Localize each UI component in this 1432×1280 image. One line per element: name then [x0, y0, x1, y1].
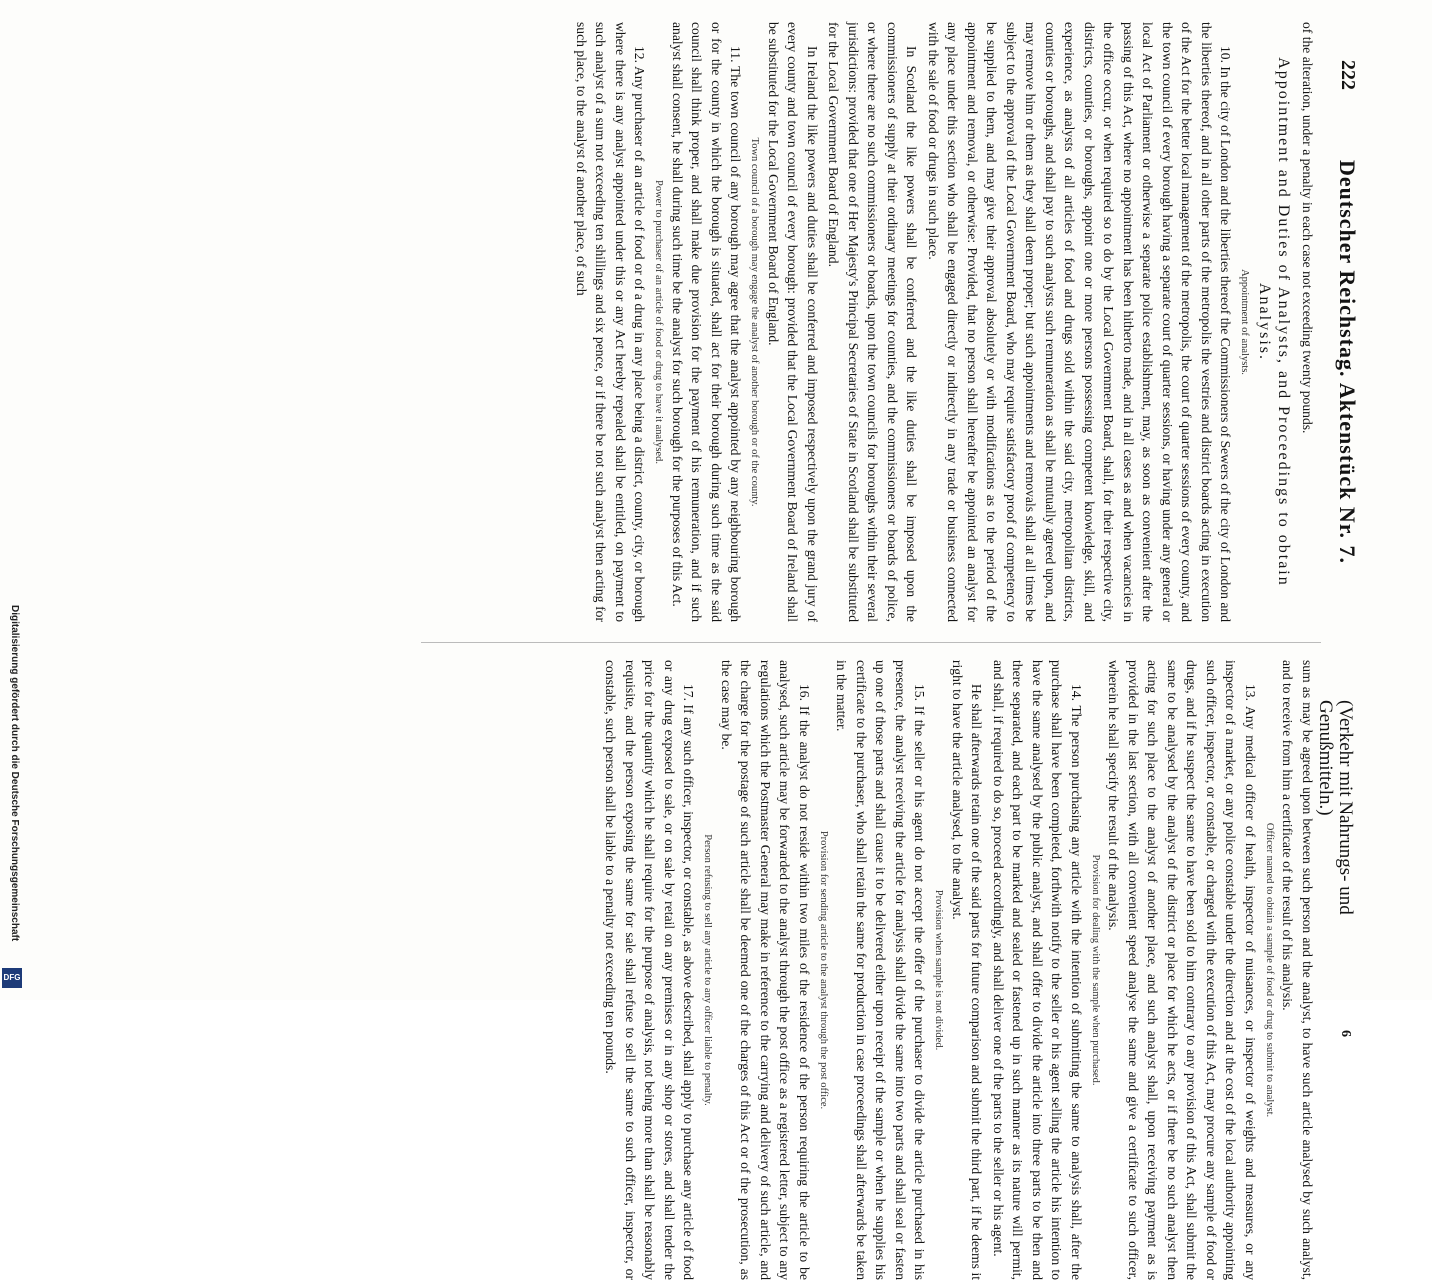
paragraph: 17. If any such officer, inspector, or constable, as above described, shall apply to purchase any article of food or any drug exposed to sale, or on sale by retail on any premises or in any shop or stores, and shall tender the price for the quantity which he shall require for the purpose of analysis, not being more than shall be reasonably requisite, and the person exposing the same for sale shall refuse to sell the same to such officer, inspector, or constable, such person shall be liable to a penalty not exceeding ten pounds. — [603, 660, 697, 1280]
page-number: 222 — [1337, 60, 1359, 90]
side-note: Provision for sending article to the analyst through the post office. — [818, 830, 829, 1110]
paragraph: sum as may be agreed upon between such person and the analyst, to have such article analysed by such analyst, and to receive from him a certificate of the result of his analysis. — [1280, 660, 1315, 1280]
side-note: Person refusing to sell any article to any officer liable to penalty. — [702, 834, 714, 1106]
column-divider — [421, 642, 1321, 643]
paragraph: In Ireland the like powers and duties shall be conferred and imposed respectively upon the grand jury of every county and town council of every borough: provided that the Local Government Board of Ireland shall be substituted for the Local Government Board of England. — [766, 22, 820, 622]
paragraph: In Scotland the like powers shall be conferred and the like duties shall be imposed upon the commissioners of supply at their ordinary meetings for counties, and the commissioners or boards of police, or where there are no such commissioners or boards, upon the town councils for boroughs within their several jurisdictions: provided that one of Her Majesty's Principal Secretaries of State in Scotland shall be substituted for the Local Government Board of England. — [826, 22, 920, 622]
paragraph: 11. The town council of any borough may agree that the analyst appointed by any neighbouring borough or for the county in which the borough is situated, shall act for their borough during such time as the said council shall think proper, and shall make due provision for the payment of his remuneration, and if such analyst shall consent, he shall during such time be the analyst for such borough for the purposes of this Act. — [670, 22, 744, 622]
page-subtitle: (Verkehr mit Nahrungs- und Genußmitteln.) — [1315, 700, 1356, 915]
corner-mark: 6 — [1338, 1030, 1353, 1037]
section-heading: Appointment and Duties of Analysts, and Proceedings to obtain Analysis. — [1256, 57, 1293, 587]
side-note: Town council of a borough may engage the analyst of another borough or of the county. — [749, 137, 761, 507]
paragraph: 10. In the city of London and the liberties thereof the Commissioners of Sewers of the city of London and the liberties thereof, and in all other parts of the metropolis the vestries and district boards acting in execution of the Act for the better local management of the metropolis, the court of quarter sessions of every county, and the town council of every borough having a separate court of quarter sessions, or having under any general or local Act of Parliament or otherwise a separate police establishment, may, as soon as convenient after the passing of this Act, where no appointment has been hitherto made, and in all cases as and when vacancies in the office occur, or when required so to do by the Local Government Board, shall, for their respective city, districts, counties, or boroughs, appoint one or more persons possessing competent knowledge, skill, and experience, as analysts of all articles of food and drugs sold within the said city, metropolitan districts, counties or boroughs, and shall pay to such analysts such remuneration as shall be mutually agreed upon, and may remove him or them as they shall deem proper; but such appointments and removals shall at all times be subject to the approval of the Local Government Board, who may require satisfactory proof of competency to be supplied to them, and may give their approval absolutely or with modifications as to the period of the appointment and removal, or otherwise: Provided, that no person shall hereafter be appointed an analyst for any place under this section who shall be engaged directly or indirectly in any trade or business connected with the sale of food or drugs in such place. — [926, 22, 1234, 622]
digitization-credit: Digitalisierung gefördert durch die Deutsche Forschungsgemeinschaft — [9, 605, 20, 942]
paragraph: He shall afterwards retain one of the said parts for future comparison and submit the third part, if he deems it right to have the article analysed, to the analyst. — [950, 660, 985, 1280]
side-note: Appointment of analysts. — [1239, 269, 1251, 375]
right-column — [599, 660, 1317, 1280]
side-note: Officer named to obtain a sample of food or drug to submit to analyst. — [1264, 822, 1275, 1118]
paragraph: 15. If the seller or his agent do not accept the offer of the purchaser to divide the article purchased in his presence, the analyst receiving the article for analysis shall divide the same into two parts and shall seal or fasten up one of those parts and shall cause it to be delivered either upon receipt of the sample or when he supplies his certificate to the purchaser, who shall retain the same for production in case proceedings shall afterwards be taken in the matter. — [834, 660, 928, 1280]
paragraph: 14. The person purchasing any article with the intention of submitting the same to analysis shall, after the purchase shall have been completed, forthwith notify to the seller or his agent selling the article his intention to have the same analysed by the public analyst, and shall offer to divide the article into three parts to be then and there separated, and each part to be marked and sealed or fastened up in such manner as its nature will permit, and shall, if required to do so, proceed accordingly, and shall deliver one of the parts to the seller or his agent. — [991, 660, 1084, 1280]
paragraph: of the alteration, under a penalty in each case not exceeding twenty pounds. — [1300, 22, 1315, 434]
page-header — [1315, 20, 1360, 980]
dfg-logo-icon: DFG — [2, 968, 22, 988]
side-note: Provision for dealing with the sample when purchased. — [1090, 854, 1101, 1086]
paragraph: 12. Any purchaser of an article of food or of a drug in any place being a district, county, city, or borough where there is any analyst appointed under this or any Act hereby repealed shall be entitled, on payment to such analyst of a sum not exceeding ten shillings and six pence, or if there be not such analyst then acting for such place, to the analyst of another place, of such — [574, 22, 648, 622]
page-title: Deutscher Reichstag. Aktenstück Nr. 7. — [1335, 160, 1360, 565]
side-note: Provision when sample is not divided. — [933, 889, 945, 1051]
digitization-strip — [0, 0, 26, 1000]
paragraph: 13. Any medical officer of health, inspector of nuisances, or inspector of weights and measures, or any inspector of a market, or any police constable under the direction and at the cost of the local authority appointing such officer, inspector, or constable, or charged with the execution of this Act, may procure any sample of food or drugs, and if he suspect the same to have been sold to him contrary to any provision of this Act, shall submit the same to be analysed by the analyst of the district or place for which he acts, or if there be no such analyst then acting for such place to the analyst of another place, and such analyst shall, upon receiving payment as is provided in the last section, with all convenient speed analyse the same and give a certificate to such officer, wherein he shall specify the result of the analysis. — [1106, 660, 1258, 1280]
rotated-page-content — [41, 0, 1391, 1280]
left-column — [570, 22, 1318, 622]
paragraph: 16. If the analyst do not reside within two miles of the residence of the person requiring the article to be analysed, such article may be forwarded to the analyst through the post office as a registered letter, subject to any regulations which the Postmaster General may make in reference to the carrying and delivery of such article, and the charge for the postage of such article shall be deemed one of the charges of this Act or of the prosecution, as the case may be. — [719, 660, 812, 1280]
side-note: Power to purchaser of an article of food or drug to have it analysed. — [653, 180, 665, 464]
